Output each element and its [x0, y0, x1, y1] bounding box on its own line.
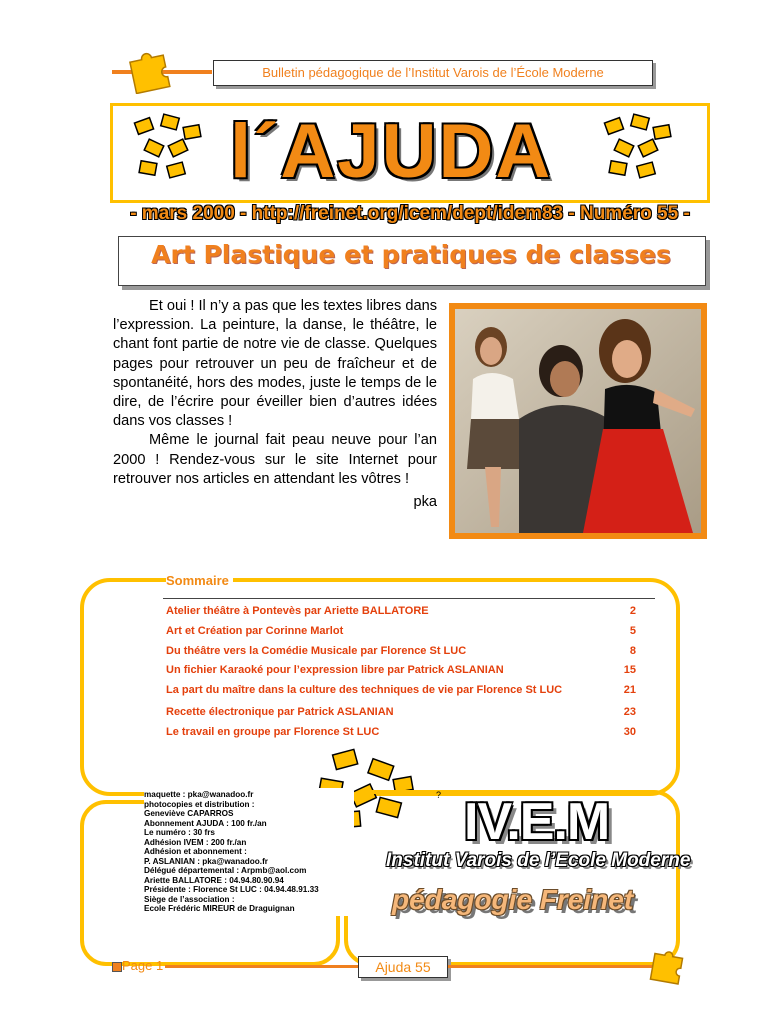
toc-item-page: 2 — [629, 605, 636, 617]
toc-item[interactable] — [166, 726, 636, 738]
credit-line: Siège de l’association : — [144, 894, 235, 904]
toc-item-page: 30 — [623, 726, 636, 738]
credit-line: Abonnement AJUDA : 100 fr./an — [144, 818, 267, 828]
issue-subtitle: - mars 2000 - http://freinet.org/icem/dept/idem83 - Numéro 55 - — [130, 203, 690, 224]
credit-line: Ecole Frédéric MIREUR de Draguignan — [144, 904, 295, 913]
credit-line: Adhésion IVEM : 200 fr./an — [144, 837, 247, 847]
credit-line: Présidente : Florence St LUC : 04.94.48.91.33 — [144, 885, 319, 894]
toc-item[interactable] — [166, 625, 636, 637]
credit-line: P. ASLANIAN : pka@wanadoo.fr — [144, 856, 268, 866]
issue-tag: Ajuda 55 — [358, 956, 448, 978]
pedagogie-freinet-logo: pédagogie Freinet — [392, 884, 634, 915]
page-marker-icon — [112, 962, 122, 972]
toc-item-page: 15 — [623, 664, 636, 676]
toc-item[interactable] — [166, 664, 636, 676]
ivem-subtitle: Institut Varois de l’Ecole Moderne — [386, 850, 691, 871]
credit-line: photocopies et distribution : — [144, 799, 255, 809]
credit-line: maquette : pka@wanadoo.fr — [144, 790, 254, 799]
toc-item-label: Art et Création par Corinne Marlot — [166, 625, 344, 637]
toc-item-label: Le travail en groupe par Florence St LUC — [166, 726, 380, 738]
credit-line: Délégué départemental : Arpmb@aol.com — [144, 866, 307, 875]
toc-item[interactable] — [166, 706, 636, 718]
journal-title: l´AJUDA — [230, 109, 553, 194]
intro-paragraph-2: Même le journal fait peau neuve pour l’an 2000 ! Rendez-vous sur le site Internet pour retrouver nos articles en attendant les vôtres ! — [113, 432, 437, 487]
intro-paragraph-1: Et oui ! Il n’y a pas que les textes libres dans l’expression. La peinture, la danse, le théâtre, le chant font partie de notre vie de classe. Quelques pages pour retrouver un peu de fraîcheur et de spontanéité, hors des modes, juste le temps de le dire, de l’écrire pour éveiller bien d’autres idées dans vos classes ! — [113, 298, 437, 430]
toc-item-page: 21 — [623, 684, 636, 696]
puzzle-cluster-left-icon — [128, 112, 208, 184]
puzzle-piece-footer-icon — [648, 946, 688, 986]
credit-line: Le numéro : 30 frs — [144, 828, 215, 837]
toc-item-label: Atelier théâtre à Pontevès par Ariette BALLATORE — [166, 605, 429, 617]
question-mark: ? — [436, 790, 442, 800]
footer-line-right — [448, 965, 658, 968]
bulletin-banner: Bulletin pédagogique de l’Institut Varois de l’École Moderne — [213, 60, 653, 86]
credit-line: Adhésion et abonnement : — [144, 847, 247, 856]
credit-line: Ariette BALLATORE : 04.94.80.90.94 — [144, 875, 284, 885]
toc-item-label: Du théâtre vers la Comédie Musicale par Florence St LUC — [166, 645, 467, 657]
toc-item[interactable] — [166, 645, 636, 657]
credit-line: Geneviève CAPARROS — [144, 809, 234, 818]
signature: pka — [413, 494, 437, 511]
sommaire-rule — [163, 598, 655, 599]
toc-item[interactable] — [166, 684, 636, 696]
intro-text — [113, 297, 437, 512]
puzzle-piece-icon — [126, 46, 176, 94]
credits-block — [144, 788, 354, 916]
puzzle-cluster-right-icon — [598, 112, 678, 184]
toc-item-label: Recette électronique par Patrick ASLANIAN — [166, 706, 394, 718]
dancing-children-photo — [455, 309, 701, 533]
toc-item-page: 8 — [629, 645, 636, 657]
footer-line-left — [165, 965, 358, 968]
page-number: Page 1 — [122, 958, 164, 973]
toc-item-label: Un fichier Karaoké pour l’expression libre par Patrick ASLANIAN — [166, 664, 504, 676]
sommaire-heading: Sommaire — [166, 573, 233, 588]
toc-item-page: 5 — [629, 625, 636, 637]
toc-item-page: 23 — [623, 706, 636, 718]
toc-item[interactable] — [166, 605, 636, 617]
ivem-logo: IV.E.M — [464, 793, 610, 851]
toc-item-label: La part du maître dans la culture des techniques de vie par Florence St LUC — [166, 684, 563, 696]
section-title: Art Plastique et pratiques de classes — [151, 240, 671, 269]
